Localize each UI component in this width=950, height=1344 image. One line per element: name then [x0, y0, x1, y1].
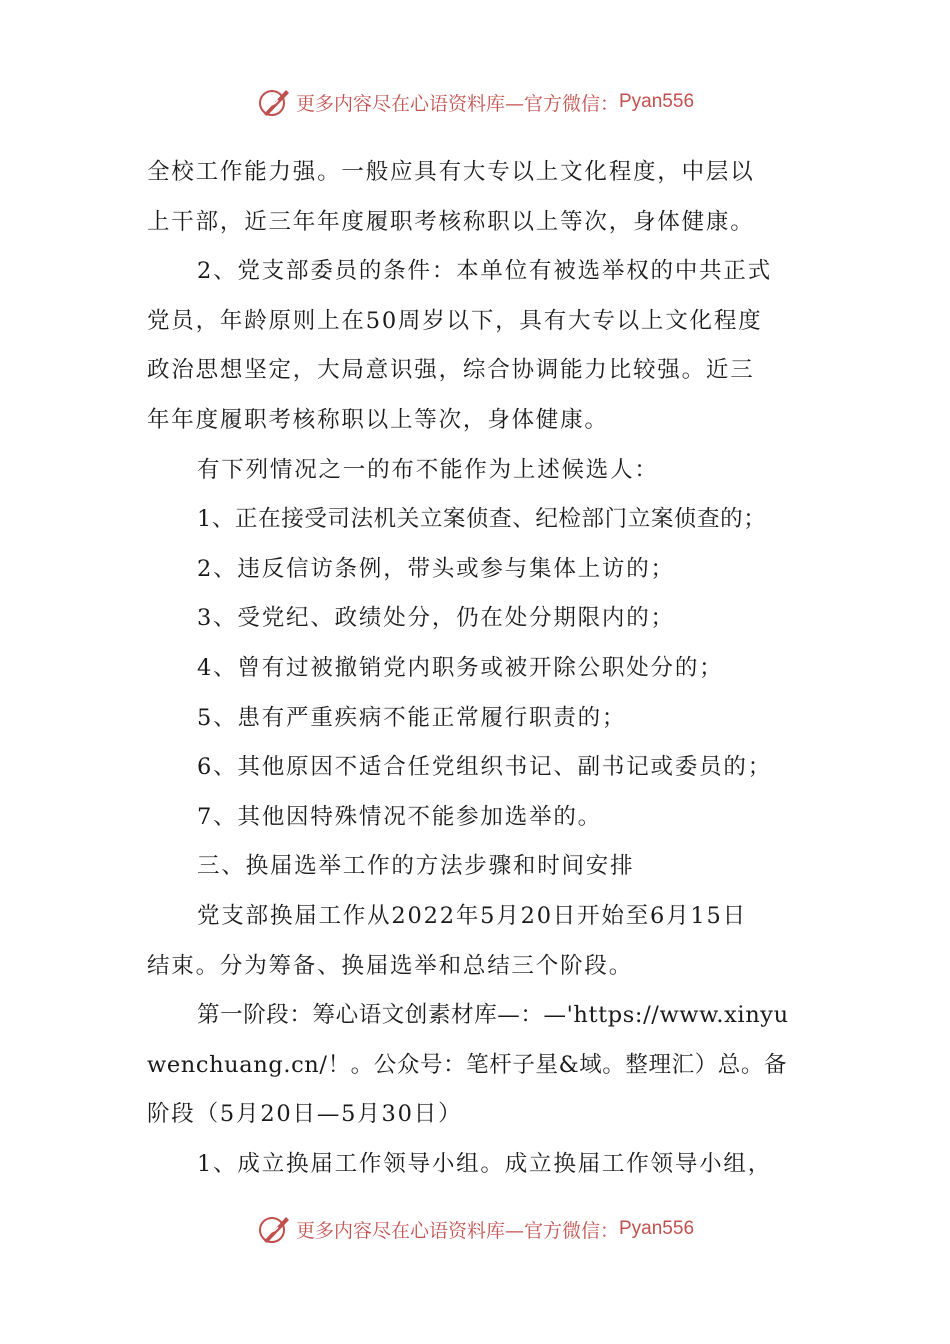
text-line: wenchuang.cn/！。公众号：笔杆子星&域。整理汇）总。备	[147, 1051, 788, 1078]
text-line: 全校工作能力强。一般应具有大专以上文化程度，中层以	[147, 159, 755, 185]
header-banner	[0, 82, 950, 122]
quill-logo-icon	[256, 1211, 292, 1247]
quill-logo-icon	[256, 84, 292, 120]
wechat-id: Pyan556	[619, 1218, 695, 1239]
text-line: 4、曾有过被撤销党内职务或被开除公职处分的；	[197, 654, 724, 681]
text-line: 2、党支部委员的条件：本单位有被选举权的中共正式	[197, 258, 773, 285]
text-line: 政治思想坚定，大局意识强，综合协调能力比较强。近三	[147, 357, 755, 384]
wechat-id: Pyan556	[619, 91, 695, 112]
text-line: 3、受党纪、政绩处分，仍在处分期限内的；	[197, 605, 675, 632]
footer-banner	[0, 1209, 950, 1249]
text-line: 1、正在接受司法机关立案侦查、纪检部门立案侦查的；	[197, 506, 767, 533]
text-line: 第一阶段：筹心语文创素材库—：—'https://www.xinyu	[197, 1002, 789, 1029]
text-line: 1、成立换届工作领导小组。成立换届工作领导小组，	[197, 1150, 773, 1177]
text-line: 6、其他原因不适合任党组织书记、副书记或委员的；	[197, 754, 773, 781]
text-line: 有下列情况之一的布不能作为上述候选人：	[197, 456, 659, 483]
banner-text: 更多内容尽在心语资料库—官方微信：	[295, 92, 619, 115]
text-line: 党支部换届工作从2022年5月20日开始至6月15日	[197, 902, 747, 929]
text-line: 5、患有严重疾病不能正常履行职责的；	[197, 704, 627, 731]
text-line: 年年度履职考核称职以上等次，身体健康。	[147, 406, 609, 433]
document-body	[147, 148, 807, 1189]
banner-text: 更多内容尽在心语资料库—官方微信：	[295, 1219, 619, 1242]
text-line: 上干部，近三年年度履职考核称职以上等次，身体健康。	[147, 208, 755, 235]
text-line: 结束。分为筹备、换届选举和总结三个阶段。	[147, 952, 634, 979]
text-line: 2、违反信访条例，带头或参与集体上访的；	[197, 555, 675, 582]
text-line: 7、其他因特殊情况不能参加选举的。	[197, 803, 602, 830]
text-line: 阶段（5月20日—5月30日）	[147, 1101, 463, 1128]
text-line: 党员，年龄原则上在50周岁以下，具有大专以上文化程度	[147, 307, 763, 334]
section-heading: 三、换届选举工作的方法步骤和时间安排	[197, 853, 635, 880]
